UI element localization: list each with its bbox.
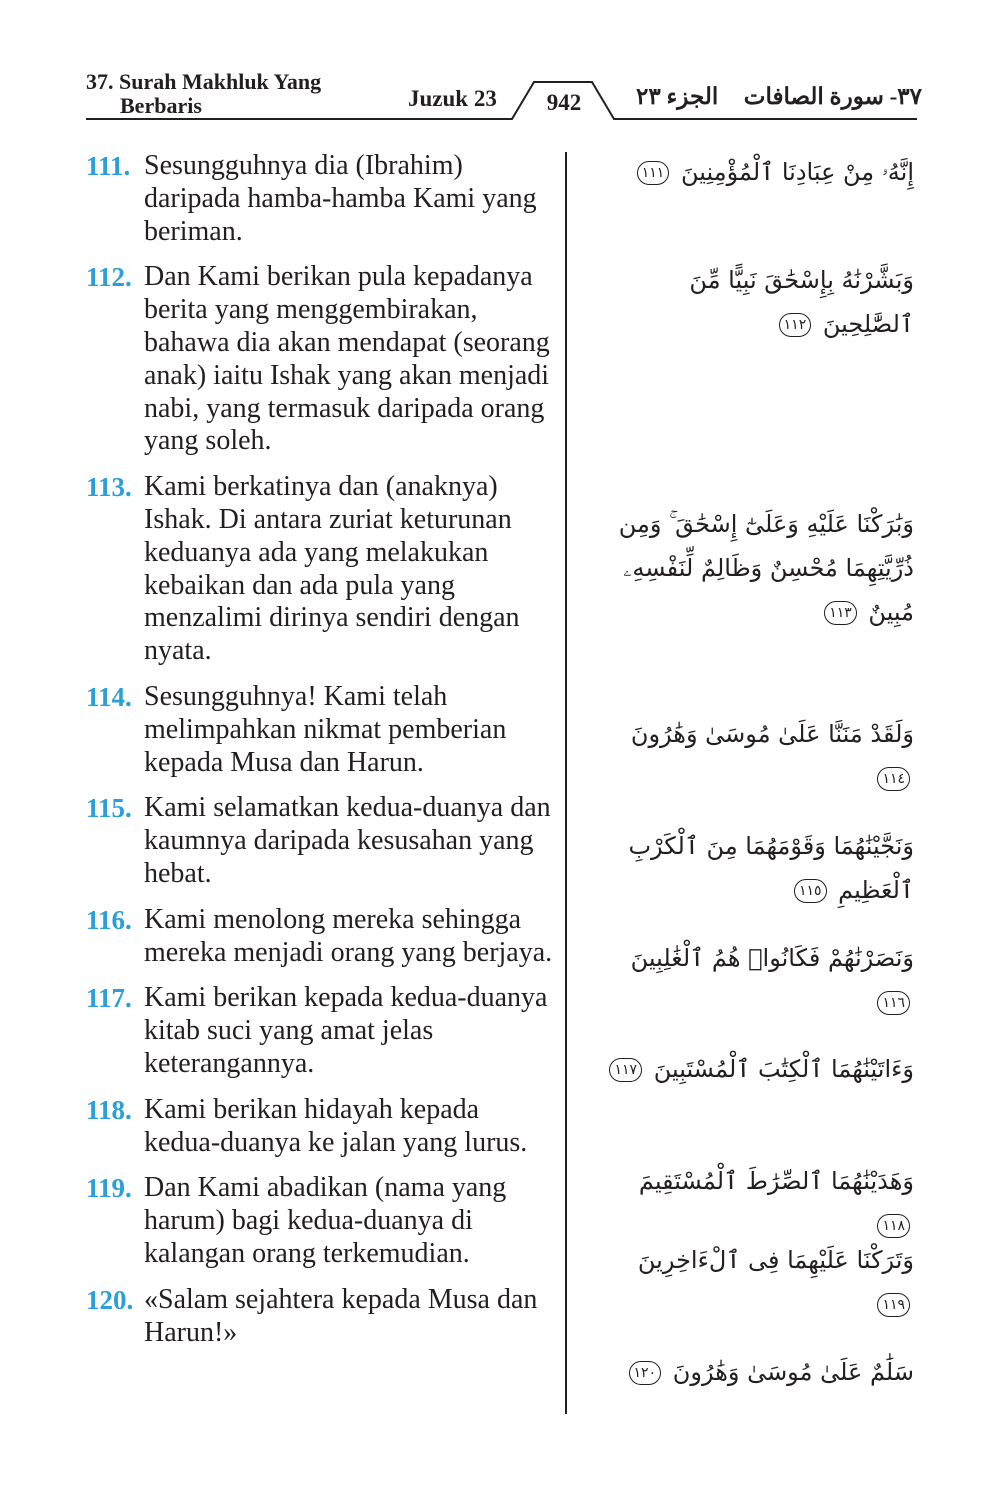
arabic-verse-117: [594, 1047, 914, 1091]
verse-translation: Kami berkatinya dan (anaknya) Ishak. Di antara zuriat keturunan keduanya ada yang melakukan kebaikan dan ada pula yang menzalimi dirinya sendiri dengan nyata.: [144, 471, 520, 667]
arabic-text: وَبَشَّرْنَٰهُ بِإِسْحَٰقَ نَبِيًّا مِّنَ ٱلصَّٰلِحِينَ: [689, 266, 914, 338]
arabic-verse-114: [594, 712, 914, 800]
ayah-number-marker: ١١٨: [877, 1214, 910, 1238]
verse-number: 116.: [86, 904, 132, 935]
column-divider: [565, 152, 567, 1414]
ayah-number-marker: ١١٣: [824, 601, 857, 625]
surah-title-latin: [86, 70, 321, 118]
arabic-verse-116: [594, 936, 914, 1024]
verse-number: 112.: [86, 262, 132, 293]
verse-112: [86, 261, 556, 458]
juz-label-arabic: الجزء ٢٣: [636, 84, 719, 109]
verse-116: [86, 904, 556, 970]
arabic-text: وَنَصَرْنَٰهُمْ فَكَانُوا۟ هُمُ ٱلْغَٰلِبِينَ: [630, 944, 914, 972]
ayah-number-marker: ١١٤: [877, 767, 910, 791]
surah-title-line1: 37. Surah Makhluk Yang: [86, 69, 322, 94]
verse-translation: Dan Kami berikan pula kepadanya berita yang menggembirakan, bahawa dia akan mendapat (seorang anak) iaitu Ishak yang akan menjadi nabi, yang termasuk daripada orang yang soleh.: [144, 261, 550, 457]
verse-translation: Kami berikan kepada kedua-duanya kitab suci yang amat jelas keterangannya.: [144, 982, 548, 1079]
verse-translation: Dan Kami abadikan (nama yang harum) bagi kedua-duanya di kalangan orang terkemudian.: [144, 1172, 507, 1269]
ayah-number-marker: ١١٧: [609, 1058, 642, 1082]
arabic-text: سَلَٰمٌ عَلَىٰ مُوسَىٰ وَهَٰرُونَ: [672, 1358, 914, 1386]
verse-number: 114.: [86, 681, 132, 712]
verse-117: [86, 982, 556, 1080]
verse-119: [86, 1172, 556, 1270]
arabic-verse-120: [594, 1350, 914, 1394]
verse-118: [86, 1094, 556, 1160]
arabic-text: وَتَرَكْنَا عَلَيْهِمَا فِى ٱلْءَاخِرِينَ: [637, 1246, 914, 1274]
verse-translation: «Salam sejahtera kepada Musa dan Harun!»: [144, 1283, 538, 1348]
verse-translation: Kami menolong mereka sehingga mereka menjadi orang yang berjaya.: [144, 903, 553, 968]
arabic-verse-119: [594, 1238, 914, 1326]
ayah-number-marker: ١١١: [637, 161, 670, 185]
arabic-verse-112: [594, 258, 914, 346]
verse-translation: Kami berikan hidayah kepada kedua-duanya ke jalan yang lurus.: [144, 1093, 528, 1158]
verse-120: [86, 1284, 556, 1350]
verse-113: [86, 471, 556, 668]
arabic-text: وَءَاتَيْنَٰهُمَا ٱلْكِتَٰبَ ٱلْمُسْتَبِينَ: [653, 1055, 914, 1083]
ayah-number-marker: ١١٥: [794, 879, 827, 903]
verse-number: 118.: [86, 1094, 132, 1125]
arabic-text: وَهَدَيْنَٰهُمَا ٱلصِّرَٰطَ ٱلْمُسْتَقِيمَ: [638, 1167, 914, 1195]
surah-title-arabic: ٣٧- سورة الصافات: [743, 84, 922, 109]
arabic-verse-111: [594, 150, 914, 194]
verse-number: 115.: [86, 793, 132, 824]
verse-translation: Kami selamatkan kedua-duanya dan kaumnya daripada kesusahan yang hebat.: [144, 792, 551, 889]
translation-column: [86, 150, 556, 1362]
arabic-verse-115: [594, 824, 914, 912]
verse-number: 113.: [86, 472, 132, 503]
verse-111: [86, 150, 556, 248]
verse-number: 111.: [86, 151, 131, 181]
verse-number: 119.: [86, 1173, 132, 1204]
ayah-number-marker: ١١٩: [877, 1293, 910, 1317]
juzuk-label: Juzuk 23: [408, 86, 497, 111]
ayah-number-marker: ١٢٠: [629, 1361, 662, 1385]
arabic-text: وَلَقَدْ مَنَنَّا عَلَىٰ مُوسَىٰ وَهَٰرُونَ: [630, 720, 914, 748]
arabic-text: وَبَٰرَكْنَا عَلَيْهِ وَعَلَىٰٓ إِسْحَٰقَ ۚ وَمِن ذُرِّيَّتِهِمَا مُحْسِنٌ وَظَالِمٌ لِّنَفْسِهِۦ مُبِينٌ: [618, 510, 914, 626]
surah-title-line2: Berbaris: [120, 93, 202, 118]
arabic-text: وَنَجَّيْنَٰهُمَا وَقَوْمَهُمَا مِنَ ٱلْكَرْبِ ٱلْعَظِيمِ: [628, 832, 914, 904]
ayah-number-marker: ١١٦: [877, 991, 910, 1015]
page-number: 942: [546, 90, 582, 115]
verse-number: 120.: [86, 1284, 134, 1315]
arabic-verse-113: [594, 502, 914, 634]
ayah-number-marker: ١١٢: [779, 313, 812, 337]
verse-114: [86, 681, 556, 779]
verse-115: [86, 792, 556, 890]
verse-translation: Sesungguhnya dia (Ibrahim) daripada hamba-hamba Kami yang beriman.: [144, 150, 537, 247]
verse-translation: Sesungguhnya! Kami telah melimpahkan nikmat pemberian kepada Musa dan Harun.: [144, 680, 507, 778]
verse-number: 117.: [86, 983, 132, 1014]
arabic-verse-118: [594, 1159, 914, 1247]
arabic-text: إِنَّهُۥ مِنْ عِبَادِنَا ٱلْمُؤْمِنِينَ: [680, 158, 914, 186]
